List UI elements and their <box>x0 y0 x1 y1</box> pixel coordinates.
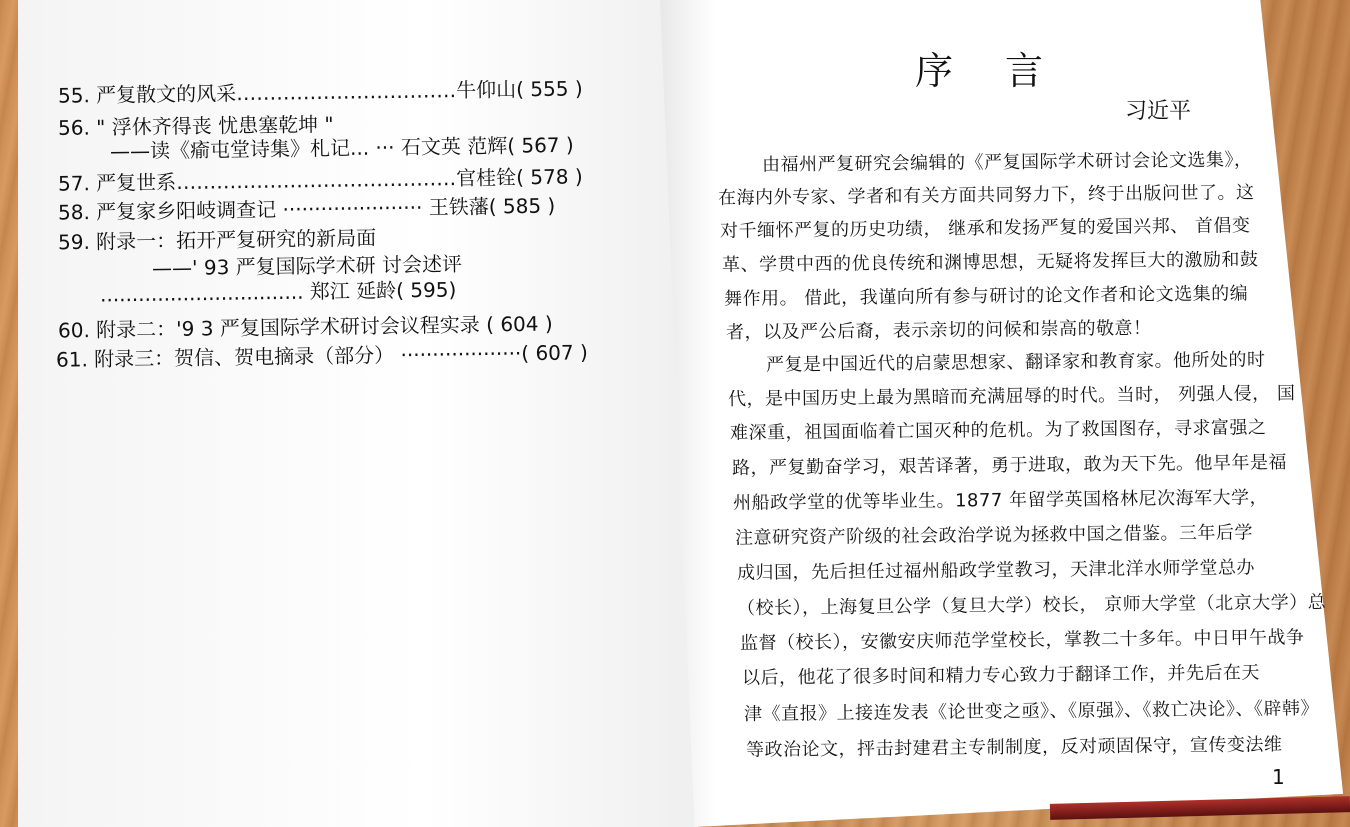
preface-line: 舞作用。 借此，我谨向所有参与研讨的论文作者和论文选集的编 <box>723 283 1249 310</box>
preface-line: （校长），上海复旦公学（复旦大学）校长， 京师大学堂（北京大学）总 <box>736 591 1327 620</box>
preface-line: 等政治论文，抨击封建君主专制制度，反对顽固保守，宣传变法维 <box>745 734 1283 761</box>
preface-line: 革、学贯中西的优良传统和渊博思想，无疑将发挥巨大的激励和鼓 <box>721 249 1259 276</box>
toc-entry-56: 56. " 浮休齐得丧 忧患塞乾坤 " <box>57 112 334 140</box>
preface-line: 以后，他花了很多时间和精力专心致力于翻译工作，并先后在天 <box>741 662 1261 689</box>
toc-entry-56-subtitle: ——读《瘉屯堂诗集》札记... ··· 石文英 范辉( 567 ) <box>109 132 574 164</box>
toc-entry-59-subtitle: ——' 93 严复国际学术研 讨会述评 <box>151 251 463 281</box>
preface-line: 成归国，先后担任过福州船政学堂教习，天津北洋水师学堂总办 <box>736 557 1256 584</box>
toc-entry-61: 61. 附录三：贺信、贺电摘录（部分） ···················( 607 ) <box>55 340 588 372</box>
preface-line: 注意研究资产阶级的社会政治学说为拯救中国之借鉴。三年后学 <box>734 522 1254 549</box>
page-number: 1 <box>1272 765 1285 789</box>
preface-line: 代，是中国历史上最为黑暗而充满屈辱的时代。当时， 列强人侵， 国 <box>727 383 1296 410</box>
preface-line: 者，以及严公后裔，表示亲切的问候和崇高的敬意！ <box>725 317 1152 344</box>
preface-title: 序言 <box>915 49 1096 93</box>
preface-line: 在海内外专家、学者和有关方面共同努力下，终于出版问世了。这 <box>717 182 1255 209</box>
preface-line: 难深重，祖国面临着亡国灭种的危机。为了救国图存，寻求富强之 <box>729 417 1267 444</box>
preface-line: 由福州严复研究会编辑的《严复国际学术研讨会论文选集》， <box>761 149 1253 176</box>
preface-line: 对千缅怀严复的历史功绩， 继承和发扬严复的爱国兴邦、 首倡变 <box>719 215 1251 242</box>
preface-line: 州船政学堂的优等毕业生。1877 年留学英国格林尼次海军大学， <box>732 487 1269 514</box>
preface-author: 习近平 <box>1125 99 1192 124</box>
toc-entry-59-authors: ................................ 郑江 延龄( 595) <box>99 277 457 307</box>
preface-line: 严复是中国近代的启蒙思想家、翻译家和教育家。他所处的时 <box>765 349 1266 376</box>
toc-entry-58: 58. 严复家乡阳岐调查记 ······················ 王铁藩( 585 ) <box>57 193 556 225</box>
toc-entry-60: 60. 附录二：'9 3 严复国际学术研讨会议程实录 ( 604 ) <box>57 311 553 343</box>
toc-entry-57: 57. 严复世系……………………………………官桂铨( 578 ) <box>57 164 583 196</box>
preface-line: 路，严复勤奋学习，艰苦译著，勇于进取，敢为天下先。他早年是福 <box>731 452 1288 479</box>
toc-entry-59: 59. 附录一：拓开严复研究的新局面 <box>57 225 377 255</box>
preface-line: 津《直报》上接连发表《论世变之亟》、《原强》、《救亡决论》、《辟韩》 <box>743 697 1320 726</box>
toc-entry-55: 55. 严复散文的风采……………………………牛仰山( 555 ) <box>57 76 583 108</box>
preface-line: 监督（校长），安徽安庆师范学堂校长，掌教二十多年。中日甲午战争 <box>739 627 1305 654</box>
